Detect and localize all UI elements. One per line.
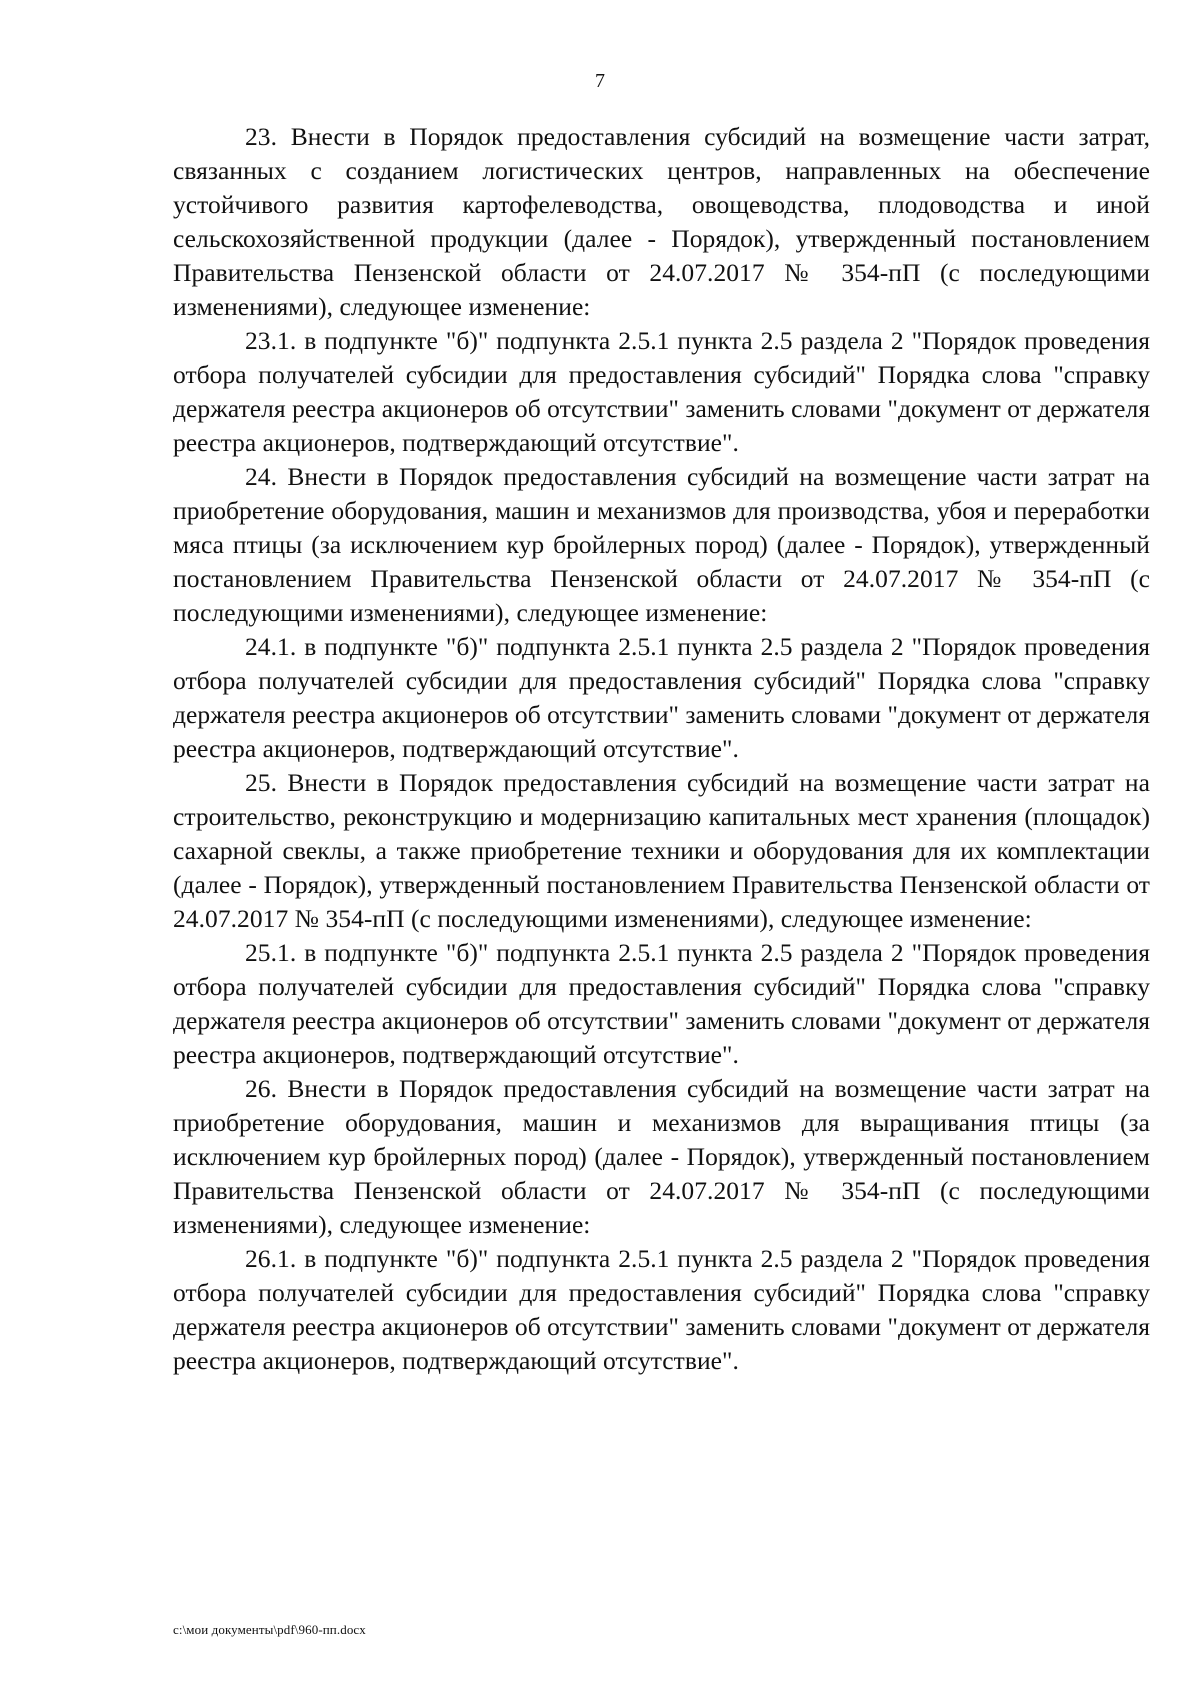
document-body [173, 120, 1150, 1378]
paragraph-26: 26. Внести в Порядок предоставления субсидий на возмещение части затрат на приобретение оборудования, машин и механизмов для выращивания птицы (за исключением кур бройлерных пород) (далее - Порядок), утвержденный постановлением Правительства Пензенской области от 24.07.2017 № 354-пП (с последующими изменениями), следующее изменение: [173, 1074, 1150, 1239]
page-number: 7 [595, 70, 605, 92]
paragraph-24-1: 24.1. в подпункте "б)" подпункта 2.5.1 пункта 2.5 раздела 2 "Порядок проведения отбора получателей субсидии для предоставления субсидий" Порядка слова "справку держателя реестра акционеров об отсутствии" заменить словами "документ от держателя реестра акционеров, подтверждающий отсутствие". [173, 632, 1150, 763]
footer-file-path: c:\мои документы\pdf\960-пп.docx [173, 1622, 366, 1637]
paragraph-24: 24. Внести в Порядок предоставления субсидий на возмещение части затрат на приобретение оборудования, машин и механизмов для производства, убоя и переработки мяса птицы (за исключением кур бройлерных пород) (далее - Порядок), утвержденный постановлением Правительства Пензенской области от 24.07.2017 № 354-пП (с последующими изменениями), следующее изменение: [173, 462, 1150, 627]
paragraph-23: 23. Внести в Порядок предоставления субсидий на возмещение части затрат, связанных с созданием логистических центров, направленных на обеспечение устойчивого развития картофелеводства, овощеводства, плодоводства и иной сельскохозяйственной продукции (далее - Порядок), утвержденный постановлением Правительства Пензенской области от 24.07.2017 № 354-пП (с последующими изменениями), следующее изменение: [173, 122, 1150, 321]
paragraph-25-1: 25.1. в подпункте "б)" подпункта 2.5.1 пункта 2.5 раздела 2 "Порядок проведения отбора получателей субсидии для предоставления субсидий" Порядка слова "справку держателя реестра акционеров об отсутствии" заменить словами "документ от держателя реестра акционеров, подтверждающий отсутствие". [173, 938, 1150, 1069]
paragraph-25: 25. Внести в Порядок предоставления субсидий на возмещение части затрат на строительство, реконструкцию и модернизацию капитальных мест хранения (площадок) сахарной свеклы, а также приобретение техники и оборудования для их комплектации (далее - Порядок), утвержденный постановлением Правительства Пензенской области от 24.07.2017 № 354-пП (с последующими изменениями), следующее изменение: [173, 768, 1150, 933]
paragraph-23-1: 23.1. в подпункте "б)" подпункта 2.5.1 пункта 2.5 раздела 2 "Порядок проведения отбора получателей субсидии для предоставления субсидий" Порядка слова "справку держателя реестра акционеров об отсутствии" заменить словами "документ от держателя реестра акционеров, подтверждающий отсутствие". [173, 326, 1150, 457]
paragraph-26-1: 26.1. в подпункте "б)" подпункта 2.5.1 пункта 2.5 раздела 2 "Порядок проведения отбора получателей субсидии для предоставления субсидий" Порядка слова "справку держателя реестра акционеров об отсутствии" заменить словами "документ от держателя реестра акционеров, подтверждающий отсутствие". [173, 1244, 1150, 1375]
